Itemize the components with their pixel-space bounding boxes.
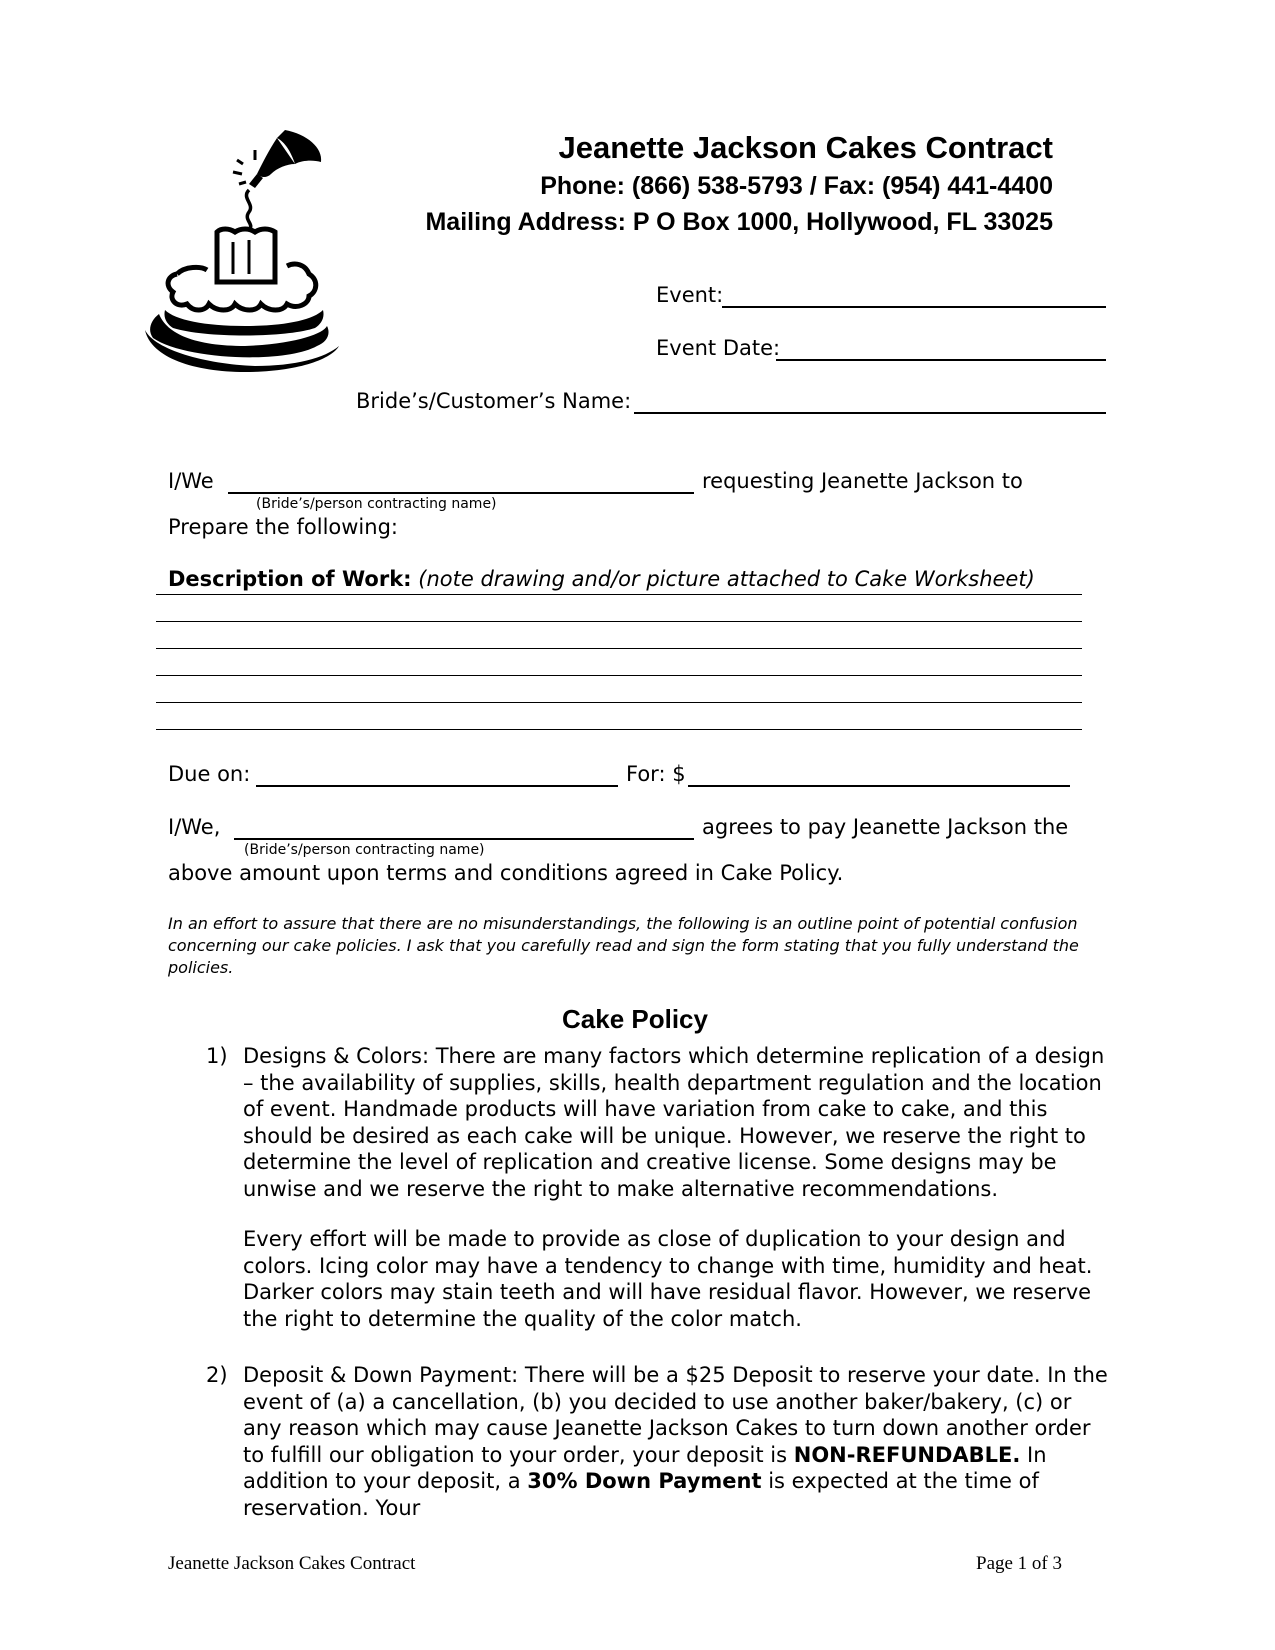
description-label: Description of Work:: [168, 567, 412, 591]
for-amount-label: For: $: [626, 762, 686, 786]
description-line[interactable]: [156, 594, 1082, 595]
requester-name-field[interactable]: [228, 492, 694, 494]
description-line[interactable]: [156, 675, 1082, 676]
page-number: Page 1 of 3: [976, 1553, 1063, 1574]
iwe-label: I/We: [168, 469, 214, 493]
prepare-text: Prepare the following:: [168, 515, 398, 539]
due-on-label: Due on:: [168, 762, 251, 786]
description-heading: [168, 567, 1035, 591]
agree-iwe-label: I/We,: [168, 815, 221, 839]
cake-icon: [145, 124, 345, 374]
description-line[interactable]: [156, 648, 1082, 649]
description-note: (note drawing and/or picture attached to Cake Worksheet): [418, 567, 1035, 591]
policy-item-2-number: 2): [206, 1363, 228, 1387]
non-refundable-text: NON-REFUNDABLE.: [793, 1442, 1021, 1467]
customer-name-field[interactable]: [634, 412, 1106, 414]
intro-paragraph: In an effort to assure that there are no misunderstandings, the following is an outline point of potential confusion concerning our cake policies. I ask that you carefully read and sign the form stating that you fully understand the policies.: [168, 914, 1079, 977]
reservation-text: is expected at the time of reservation. Your: [243, 1469, 1039, 1520]
agree-name-hint: (Bride’s/person contracting name): [244, 842, 485, 858]
agrees-text: agrees to pay Jeanette Jackson the: [702, 815, 1069, 839]
agree-name-field[interactable]: [234, 838, 694, 840]
above-amount-text: above amount upon terms and conditions agreed in Cake Policy.: [168, 861, 844, 885]
down-payment-text: 30% Down Payment: [527, 1469, 762, 1493]
policy-title: Cake Policy: [562, 1004, 708, 1034]
event-field[interactable]: [722, 306, 1106, 308]
event-date-field[interactable]: [776, 359, 1106, 361]
policy-item-1-text: Designs & Colors: There are many factors which determine replication of a design – the availability of supplies, skills, health department regulation and the location of event. Handmade products will have variation from cake to cake, and this should be desired as each cake will be unique. However, we reserve the right to determine the level of replication and creative license. Some designs may be unwise and we reserve the right to make alternative recommendations.: [243, 1044, 1105, 1201]
event-label: Event:: [656, 283, 724, 307]
description-line[interactable]: [156, 729, 1082, 730]
description-line[interactable]: [156, 621, 1082, 622]
phone-fax: Phone: (866) 538-5793 / Fax: (954) 441-4400: [540, 172, 1053, 200]
deposit-text: Deposit & Down Payment: There will be a $25 Deposit to reserve your date. In the event of (a) a cancellation, (b) you decided to use another baker/bakery, (c) or any reason which may cause Jeanette Jackson Cakes to turn down another order to fulfill our obligation to your order, your deposit is: [243, 1363, 1108, 1467]
description-line[interactable]: [156, 702, 1082, 703]
contract-title: Jeanette Jackson Cakes Contract: [558, 130, 1053, 165]
policy-item-1-number: 1): [206, 1044, 228, 1068]
customer-name-label: Bride’s/Customer’s Name:: [356, 389, 632, 413]
policy-item-2-text: [243, 1362, 1113, 1521]
policy-item-1-color-text: Every effort will be made to provide as close of duplication to your design and colors. Icing color may have a tendency to change with time, humidity and heat. Darker colors may stain teeth and will have residual flavor. However, we reserve the right to determine the quality of the color match.: [243, 1227, 1093, 1331]
requesting-text: requesting Jeanette Jackson to: [702, 469, 1023, 493]
requester-name-hint: (Bride’s/person contracting name): [256, 496, 497, 512]
deposit-addition-text: In addition to your deposit, a: [243, 1442, 1047, 1493]
amount-field[interactable]: [688, 785, 1070, 787]
event-date-label: Event Date:: [656, 336, 781, 360]
footer-title: Jeanette Jackson Cakes Contract: [168, 1553, 416, 1574]
due-on-field[interactable]: [256, 785, 618, 787]
mailing-address: Mailing Address: P O Box 1000, Hollywood, FL 33025: [425, 208, 1053, 236]
